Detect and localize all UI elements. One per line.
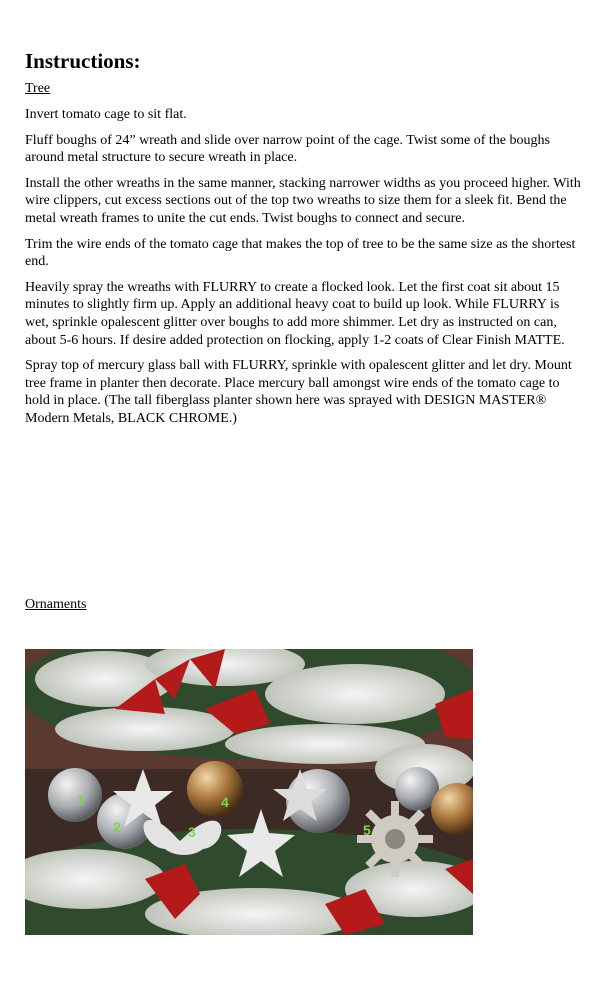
paragraph-1: Invert tomato cage to sit flat. xyxy=(25,107,187,122)
paragraph-3: Install the other wreaths in the same manner, stacking narrower widths as you proceed higher. With wire clippers, cut excess sections out of the top two wreaths to size them for a sleek fit. Bend the metal wreath frames to unite the cut ends. Twist boughs to connect and secure. xyxy=(25,175,581,226)
paragraph-4: Trim the wire ends of the tomato cage that makes the top of tree to be the same size as the shortest end. xyxy=(25,236,576,270)
paragraph-6: Spray top of mercury glass ball with FLURRY, sprinkle with opalescent glitter and let dry. Mount tree frame in planter then decorate. Place mercury ball amongst wire ends of the tomato cage to hold in place. (The tall fiberglass planter shown here was sprayed with DESIGN MASTER® Modern Metals, BLACK CHROME.) xyxy=(25,358,572,426)
section-heading-tree: Tree xyxy=(25,81,51,96)
ornaments-photo xyxy=(25,649,473,935)
document-body xyxy=(25,48,585,436)
page-title: Instructions: xyxy=(25,49,141,73)
photo-label-2: 2 xyxy=(113,819,121,835)
paragraph-2: Fluff boughs of 24” wreath and slide over narrow point of the cage. Twist some of the boughs around metal structure to secure wreath in place. xyxy=(25,132,550,166)
photo-label-4: 4 xyxy=(221,794,229,810)
photo-label-3: 3 xyxy=(188,824,196,840)
section-heading-ornaments: Ornaments xyxy=(25,597,87,612)
photo-label-5: 5 xyxy=(363,822,371,838)
photo-label-1: 1 xyxy=(77,792,85,808)
paragraph-5: Heavily spray the wreaths with FLURRY to create a flocked look. Let the first coat sit about 15 minutes to slightly firm up. Apply an additional heavy coat to build up look. While FLURRY is wet, sprinkle opalescent glitter over boughs to add more shimmer. Let dry as instructed on can, about 5-6 hours. If desire added protection on flocking, apply 1-2 coats of Clear Finish MATTE. xyxy=(25,279,565,348)
